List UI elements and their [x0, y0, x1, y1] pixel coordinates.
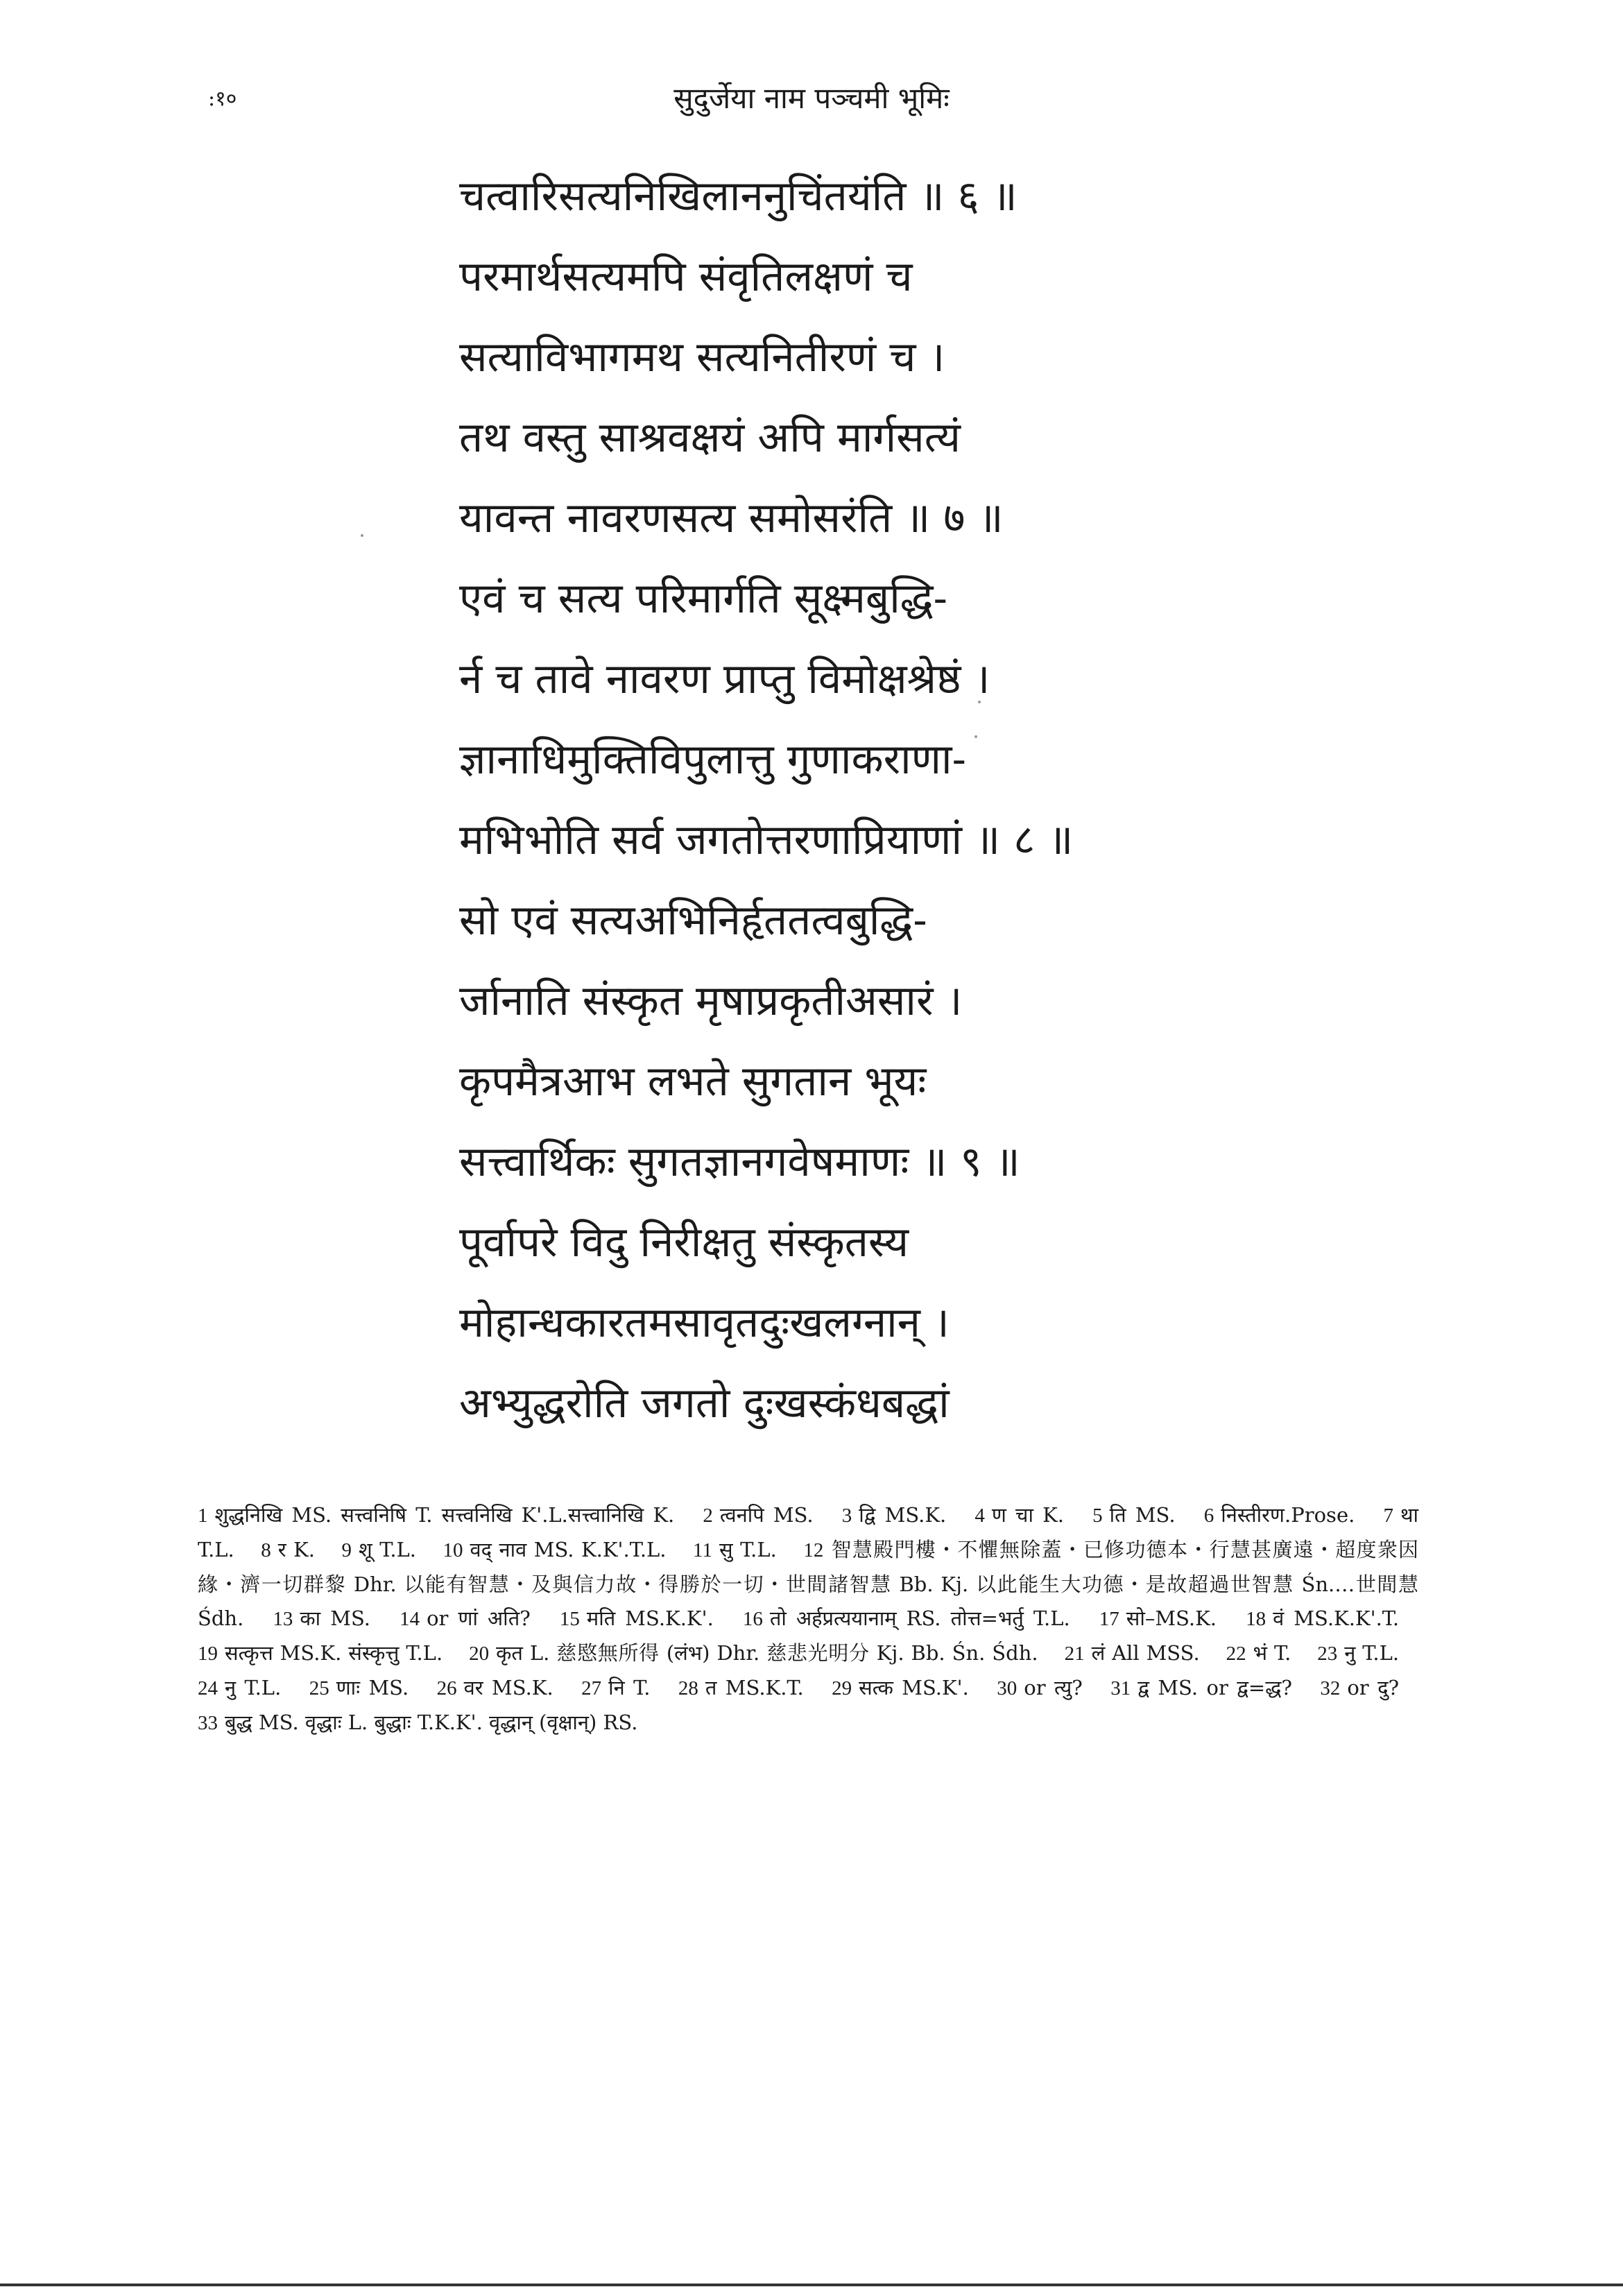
- footnote-number: 30: [997, 1677, 1017, 1699]
- footnote-text: त MS.K.T.: [705, 1676, 804, 1699]
- verse-block: [459, 156, 1361, 1443]
- footnote: [1110, 1676, 1292, 1699]
- footnote-number: 14: [400, 1608, 420, 1630]
- footnote-number: 25: [309, 1677, 329, 1699]
- footnote: [1317, 1641, 1399, 1665]
- footnote-number: 17: [1099, 1608, 1119, 1630]
- footnote-text: नि T.: [608, 1676, 651, 1699]
- footnote-number: 11: [693, 1539, 712, 1561]
- footnote-text: द्व MS. or द्व=द्ध?: [1137, 1676, 1292, 1699]
- footnote-number: 16: [742, 1608, 763, 1630]
- footnote: [261, 1538, 315, 1561]
- footnote: [198, 1641, 443, 1665]
- verse-line: एवं च सत्य परिमार्गति सूक्ष्मबुद्धि-: [459, 574, 947, 623]
- footnote: [1092, 1503, 1175, 1527]
- footnote: [1065, 1641, 1200, 1665]
- running-title: सुदुर्जेया नाम पञ्चमी भूमिः: [673, 81, 950, 115]
- footnote-text: or णां अति?: [427, 1607, 531, 1630]
- footnote: [842, 1503, 946, 1527]
- footnote-number: 5: [1092, 1505, 1103, 1527]
- footnote-number: 31: [1110, 1677, 1131, 1699]
- verse-line: परमार्थसत्यमपि संवृतिलक्षणं च: [459, 252, 913, 301]
- footnote-number: 10: [443, 1539, 463, 1561]
- footnote-text: द्वि MS.K.: [859, 1503, 947, 1527]
- footnote: [342, 1538, 417, 1561]
- footnote-number: 18: [1246, 1608, 1266, 1630]
- footnote-text: 智慧殿門樓・不懼無除蓋・已修功德本・行慧甚廣遠・超度衆因緣・濟一切群黎 Dhr. 以能有智慧・及與信力故・得勝於一切・世間諸智慧 Bb. Kj. 以此能生大功德・是故超過世智慧 Śn.…世間慧 Śdh.: [198, 1538, 1419, 1630]
- footnote-number: 20: [469, 1643, 490, 1665]
- footnote-number: 21: [1064, 1643, 1085, 1665]
- verse-line: सत्त्वार्थिकः सुगतज्ञानगवेषमाणः ॥ ९ ॥: [459, 1138, 1020, 1186]
- footnote: [703, 1503, 813, 1527]
- footnote-number: 2: [703, 1505, 713, 1527]
- footnote-text: कृत L. 慈愍無所得 (लंभ) Dhr. 慈悲光明分 Kj. Bb. Śn. Śdh.: [496, 1641, 1038, 1665]
- footnote: [273, 1607, 370, 1630]
- footnote-text: सत्क MS.K'.: [859, 1676, 969, 1699]
- footnote-text: नु T.L.: [225, 1676, 282, 1699]
- footnote-number: 6: [1203, 1505, 1214, 1527]
- footnote: [198, 1676, 281, 1699]
- footnote-text: ति MS.: [1109, 1503, 1176, 1527]
- verse-line: र्जानाति संस्कृत मृषाप्रकृतीअसारं ।: [459, 977, 963, 1025]
- footnote-number: 22: [1226, 1643, 1246, 1665]
- footnote-text: का MS.: [300, 1607, 371, 1630]
- footnote-number: 12: [803, 1539, 824, 1561]
- verse-line: सो एवं सत्यअभिनिर्हृततत्वबुद्धि-: [459, 896, 927, 945]
- footnote-text: or त्यु?: [1024, 1676, 1083, 1699]
- verse-line: मोहान्धकारतमसावृतदुःखलग्नान् ।: [459, 1299, 950, 1347]
- footnote-text: वद् नाव MS. K.K'.T.L.: [470, 1538, 667, 1561]
- footnote: [743, 1607, 1070, 1630]
- footnote-number: 13: [273, 1608, 293, 1630]
- footnote-text: त्वनपि MS.: [719, 1503, 814, 1527]
- footnote-text: वर MS.K.: [463, 1676, 553, 1699]
- footnote-text: भं T.: [1253, 1641, 1291, 1665]
- footnote-text: or दु?: [1347, 1676, 1400, 1699]
- footnote: [678, 1676, 804, 1699]
- footnote-number: 29: [832, 1677, 852, 1699]
- verse-line: मभिभोति सर्व जगतोत्तरणाप्रियाणां ॥ ८ ॥: [459, 816, 1074, 864]
- footnote: [997, 1676, 1083, 1699]
- footnote-text: वं MS.K.K'.T.: [1273, 1607, 1400, 1630]
- footnote: [832, 1676, 969, 1699]
- verse-line: पूर्वापरे विदु निरीक्षतु संस्कृतस्य: [459, 1218, 909, 1267]
- footnote-text: तो अर्हप्रत्ययानाम् RS. तोत्त=भर्तु T.L.: [769, 1607, 1070, 1630]
- footnote: [1246, 1607, 1399, 1630]
- footnote-number: 4: [974, 1505, 985, 1527]
- scan-speck: [361, 534, 363, 537]
- footnote-text: मति MS.K.K'.: [586, 1607, 714, 1630]
- verse-line: सत्याविभागमथ सत्यनितीरणं च ।: [459, 333, 945, 382]
- footnotes: [198, 1498, 1418, 1740]
- footnote-text: सो–MS.K.: [1126, 1607, 1217, 1630]
- footnote-number: 32: [1320, 1677, 1341, 1699]
- footnote-text: र K.: [277, 1538, 316, 1561]
- footnote: [581, 1676, 650, 1699]
- footnote-number: 3: [841, 1505, 852, 1527]
- footnote-text: नु T.L.: [1344, 1641, 1400, 1665]
- footnote: [309, 1676, 409, 1699]
- footnote-text: सत्कृत्त MS.K. संस्कृत्तु T.L.: [225, 1641, 443, 1665]
- footnote-text: ण चा K.: [991, 1503, 1064, 1527]
- footnote: [469, 1641, 1038, 1665]
- footnote-text: शुद्धनिखि MS. सत्त्वनिषि T. सत्त्वनिखि K'.L.सत्त्वानिखि K.: [214, 1503, 675, 1527]
- footnote-number: 1: [198, 1505, 208, 1527]
- footnote-text: निस्तीरण.Prose.: [1221, 1503, 1355, 1527]
- footnote-number: 8: [261, 1539, 271, 1561]
- footnote-number: 19: [198, 1643, 218, 1665]
- footnote: [1204, 1503, 1355, 1527]
- footnote-number: 7: [1383, 1505, 1393, 1527]
- footnote-text: णाः MS.: [336, 1676, 409, 1699]
- footnote: [1320, 1676, 1399, 1699]
- footnote: [693, 1538, 777, 1561]
- footnote-text: सु T.L.: [719, 1538, 777, 1561]
- footnote: [560, 1607, 714, 1630]
- footnote-text: था T.L.: [198, 1503, 1419, 1561]
- footnote: [437, 1676, 553, 1699]
- page-number: :१०: [208, 87, 237, 111]
- verse-line: अभ्युद्धरोति जगतो दुःखस्कंधबद्धां: [459, 1379, 950, 1428]
- verse-line: तथ वस्तु साश्रवक्षयं अपि मार्गसत्यं: [459, 413, 961, 462]
- verse-line: कृपमैत्रआभ लभते सुगतान भूयः: [459, 1057, 927, 1106]
- footnote-number: 26: [436, 1677, 457, 1699]
- footnote-number: 15: [559, 1608, 580, 1630]
- verse-line: चत्वारिसत्यनिखिलाननुचिंतयंति ॥ ६ ॥: [459, 172, 1017, 221]
- verse-line: र्न च तावे नावरण प्राप्तु विमोक्षश्रेष्ठं ।: [459, 655, 990, 703]
- verse-line: यावन्त नावरणसत्य समोसरंति ॥ ७ ॥: [459, 494, 1004, 542]
- footnote: [1099, 1607, 1217, 1630]
- footnote-number: 23: [1317, 1643, 1338, 1665]
- footnote: [198, 1503, 674, 1527]
- footnote-number: 24: [198, 1677, 218, 1699]
- footnote-number: 33: [198, 1712, 218, 1734]
- footnote-text: बुद्ध MS. वृद्धाः L. बुद्धाः T.K.K'. वृद्धान् (वृक्षान्) RS.: [225, 1711, 638, 1734]
- footnote-number: 28: [678, 1677, 698, 1699]
- footnote-number: 27: [581, 1677, 602, 1699]
- footnote: [974, 1503, 1064, 1527]
- footnote: [443, 1538, 667, 1561]
- footnote: [198, 1711, 637, 1734]
- footnote: [400, 1607, 531, 1630]
- bottom-rule: [0, 2284, 1623, 2286]
- footnote-text: शू T.L.: [359, 1538, 417, 1561]
- verse-line: ज्ञानाधिमुक्तिविपुलात्तु गुणाकराणा-: [459, 735, 966, 784]
- footnote-number: 9: [341, 1539, 352, 1561]
- footnote: [1226, 1641, 1291, 1665]
- footnote-text: लं All MSS.: [1091, 1641, 1200, 1665]
